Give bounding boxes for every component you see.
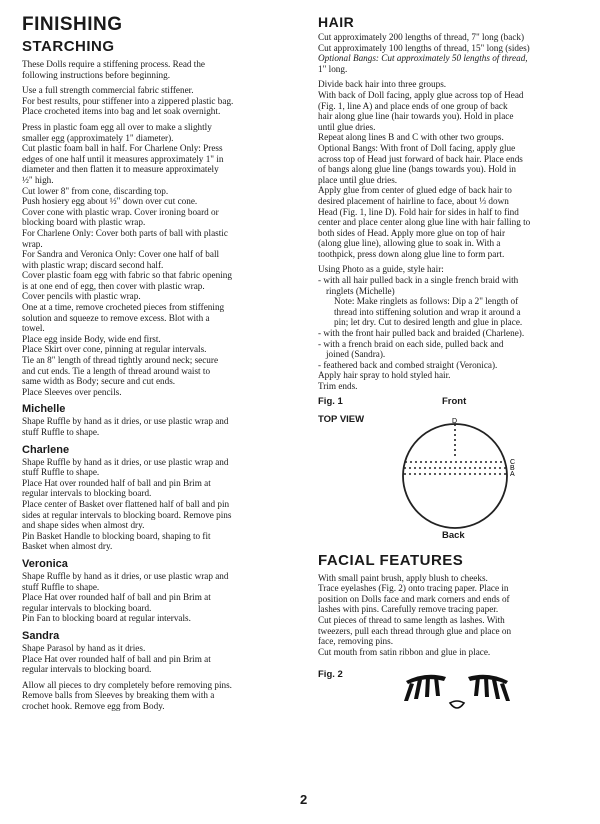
- text-line: Remove balls from Sleeves by breaking them with a: [22, 690, 215, 701]
- text-line: Allow all pieces to dry completely before removing pins.: [22, 679, 232, 690]
- hair-title: HAIR: [318, 14, 355, 30]
- veronica-steps: [22, 571, 302, 624]
- steps-block-2: [22, 122, 302, 397]
- charlene-steps: [22, 457, 302, 552]
- ringlet-note: [318, 296, 586, 328]
- label-d: D: [452, 417, 458, 425]
- text-line: Head (Fig. 1, line D). Fold hair for sides in half to find: [318, 206, 519, 217]
- label-c: C: [510, 458, 516, 466]
- text-line: Cut plastic foam ball in half. For Charlene Only: Press: [22, 143, 223, 154]
- text-line: Pin Basket Handle to blocking board, shaping to fit: [22, 530, 211, 541]
- text-line: Use a full strength commercial fabric stiffener.: [22, 85, 194, 96]
- text-line: Pin Fan to blocking board at regular intervals.: [22, 613, 191, 624]
- text-line: stuff Ruffle to shape.: [22, 427, 100, 437]
- text-line: Apply glue from center of glued edge of back hair to: [318, 185, 512, 196]
- text-line: until glue dries.: [318, 121, 376, 132]
- sandra-steps: [22, 643, 302, 675]
- text-line: Cut mouth from satin ribbon and glue in place.: [318, 646, 491, 657]
- right-eyelashes: [468, 675, 510, 701]
- text-line: Place Hat over rounded half of ball and pin Brim at: [22, 592, 211, 603]
- hair-glue-steps: [318, 79, 586, 259]
- text-line: Optional Bangs: With front of Doll facing, apply glue: [318, 142, 516, 153]
- eyelash-mouth-diagram: [318, 663, 586, 713]
- text-line: Cover pencils with plastic wrap.: [22, 291, 141, 302]
- text-line: regular intervals to blocking board.: [22, 602, 152, 613]
- text-line: with plastic wrap; discard second half.: [22, 259, 164, 270]
- hair-cut-steps: [318, 32, 586, 74]
- text-line: tweezers, pull each thread through glue and place on: [318, 625, 512, 636]
- text-line: ½" high.: [22, 174, 54, 185]
- text-line: Tie an 8" length of thread tightly around neck; secure: [22, 355, 219, 366]
- label-b: B: [510, 464, 515, 472]
- hair-style-steps-2: [318, 328, 586, 392]
- text-line: Push hosiery egg about ½" down over cut cone.: [22, 196, 198, 207]
- text-line: - with a french braid on each side, pulled back and: [318, 338, 504, 349]
- text-line: ringlets (Michelle): [326, 285, 395, 296]
- veronica-heading: Veronica: [22, 557, 68, 570]
- fig1-topview-label: TOP VIEW: [318, 413, 365, 425]
- text-line: Press in plastic foam egg all over to make a slightly: [22, 121, 212, 132]
- text-line: and cut ends. Tie a length of thread around waist to: [22, 365, 211, 376]
- figure-1: [318, 396, 586, 546]
- text-line: solution and squeeze to remove excess. Blot with a: [22, 312, 210, 323]
- text-line: One at a time, remove crocheted pieces from stiffening: [22, 302, 225, 313]
- text-line: pin; let dry. Cut to desired length and glue in place.: [334, 317, 523, 328]
- text-line: place until glue dries.: [318, 174, 398, 185]
- text-line: wrap.: [22, 238, 43, 249]
- text-line: Cut pieces of thread to same length as lashes. With: [318, 614, 505, 625]
- text-line: thread into stiffening solution and wrap it around a: [334, 306, 521, 317]
- text-line: For Sandra and Veronica Only: Cover one half of ball: [22, 249, 220, 260]
- text-line: joined (Sandra).: [326, 349, 386, 360]
- page-number: 2: [300, 792, 308, 807]
- text-line: regular intervals to blocking board.: [22, 664, 152, 675]
- mouth-shape: [450, 701, 464, 708]
- text-line: These Dolls require a stiffening process. Read the: [22, 59, 206, 69]
- text-line: Apply hair spray to hold styled hair.: [318, 370, 451, 381]
- text-line: Place Skirt over cone, pinning at regular intervals.: [22, 344, 207, 355]
- text-line: is at one end of egg, then cover with plastic wrap.: [22, 280, 205, 291]
- facial-features-title: FACIAL FEATURES: [318, 551, 464, 569]
- text-line: crochet hook. Remove egg from Body.: [22, 700, 165, 711]
- text-line: lashes with pins. Carefully remove tracing paper.: [318, 604, 499, 615]
- hair-style-steps: [318, 264, 586, 296]
- finishing-title: FINISHING: [22, 14, 123, 35]
- text-line: - with the front hair pulled back and braided (Charlene).: [318, 328, 525, 339]
- left-column: [22, 14, 302, 711]
- text-line: With small paint brush, apply blush to cheeks.: [318, 572, 488, 583]
- text-line: Place egg inside Body, wide end first.: [22, 333, 161, 344]
- text-line: Basket when almost dry.: [22, 541, 113, 552]
- text-line: Place Hat over rounded half of ball and pin Brim at: [22, 653, 211, 664]
- text-line: Place Sleeves over pencils.: [22, 386, 122, 397]
- text-line: Cut lower 8" from cone, discarding top.: [22, 185, 169, 196]
- text-line: Repeat along lines B and C with other two groups.: [318, 132, 504, 143]
- text-line: Note: Make ringlets as follows: Dip a 2" length of: [334, 296, 519, 307]
- text-line: stuff Ruffle to shape.: [22, 581, 100, 592]
- text-line: Cover cone with plastic wrap. Cover ironing board or: [22, 206, 219, 217]
- right-column: [318, 14, 586, 713]
- text-line: toothpick, press down along glue line to form part.: [318, 248, 505, 259]
- text-line: (along glue line), allowing glue to soak in. With a: [318, 238, 501, 249]
- text-line: smaller egg (approximately 1" diameter).: [22, 132, 174, 143]
- starching-title: STARCHING: [22, 38, 115, 55]
- label-a: A: [510, 470, 515, 478]
- text-line: Trace eyelashes (Fig. 2) onto tracing paper. Place in: [318, 583, 509, 594]
- text-line: Cover plastic foam egg with fabric so that fabric opening: [22, 270, 232, 281]
- text-line: diameter and then flatten it to measure approximately: [22, 164, 219, 175]
- text-line: Trim ends.: [318, 381, 358, 391]
- text-line: Using Photo as a guide, style hair:: [318, 264, 444, 275]
- text-line: Divide back hair into three groups.: [318, 79, 447, 90]
- text-line: - with all hair pulled back in a single french braid with: [318, 275, 519, 286]
- text-line: For Charlene Only: Cover both parts of ball with plastic: [22, 227, 228, 238]
- text-line: across top of Head just forward of back hair. Place ends: [318, 153, 523, 164]
- text-line: position on Dolls face and mark corners and ends of: [318, 593, 510, 604]
- sandra-heading: Sandra: [22, 629, 60, 642]
- charlene-heading: Charlene: [22, 443, 70, 456]
- text-line: (Fig. 1, line A) and place ends of one group of back: [318, 100, 508, 111]
- text-line: Place Hat over rounded half of ball and pin Brim at: [22, 477, 211, 488]
- steps-block-1: [22, 85, 302, 117]
- text-line: regular intervals to blocking board.: [22, 488, 152, 499]
- text-line: Cut approximately 200 lengths of thread, 7" long (back): [318, 32, 525, 42]
- michelle-steps: [22, 416, 302, 437]
- text-line: With back of Doll facing, apply glue across top of Head: [318, 89, 524, 100]
- intro: [22, 59, 302, 80]
- text-line: Cut approximately 100 lengths of thread, 15" long (sides): [318, 42, 530, 53]
- text-line: following instructions before beginning.: [22, 69, 170, 80]
- text-line: Place crocheted items into bag and let soak overnight.: [22, 106, 221, 117]
- text-line: 1" long.: [318, 63, 348, 74]
- text-line: Shape Ruffle by hand as it dries, or use plastic wrap and: [22, 456, 229, 467]
- final-steps: [22, 680, 302, 712]
- fig1-front-label: Front: [442, 395, 467, 407]
- fig2-label: Fig. 2: [318, 669, 343, 681]
- text-line: For best results, pour stiffener into a zippered plastic bag.: [22, 95, 234, 106]
- text-line: desired placement of hairline to face, about ⅓ down: [318, 195, 509, 206]
- text-line: edges of one half until it measures approximately 1" in: [22, 153, 224, 164]
- michelle-heading: Michelle: [22, 403, 66, 416]
- text-line: Shape Ruffle by hand as it dries, or use plastic wrap and: [22, 416, 229, 427]
- head-top-view-diagram: [318, 406, 586, 546]
- facial-steps: [318, 573, 586, 658]
- text-line: stuff Ruffle to shape.: [22, 467, 100, 478]
- text-line: same width as Body; secure and cut ends.: [22, 376, 176, 387]
- text-line: of bangs along glue line (bangs towards you). Hold in: [318, 164, 517, 175]
- text-line: Optional Bangs: Cut approximately 50 lengths of thread,: [318, 53, 528, 64]
- text-line: center and place center along glue line with hair falling to: [318, 217, 531, 228]
- left-eyelashes: [404, 675, 446, 701]
- text-line: both sides of Head. Apply more glue on top of hair: [318, 227, 506, 238]
- text-line: and shape sides when almost dry.: [22, 520, 145, 531]
- text-line: hair along glue line (hair towards you). Hold in place: [318, 111, 514, 122]
- text-line: - feathered back and combed straight (Veronica).: [318, 359, 498, 370]
- fig1-label: Fig. 1: [318, 395, 343, 407]
- text-line: face, removing pins.: [318, 636, 394, 647]
- text-line: blocking board with plastic wrap.: [22, 217, 146, 228]
- figure-2: [318, 663, 586, 713]
- text-line: towel.: [22, 323, 45, 334]
- text-line: Shape Parasol by hand as it dries.: [22, 642, 146, 653]
- text-line: Place center of Basket over flattened half of ball and pin: [22, 498, 230, 509]
- text-line: sides at regular intervals to blocking board. Remove pins: [22, 509, 232, 520]
- text-line: Shape Ruffle by hand as it dries, or use plastic wrap and: [22, 570, 229, 581]
- fig1-back-label: Back: [442, 529, 465, 541]
